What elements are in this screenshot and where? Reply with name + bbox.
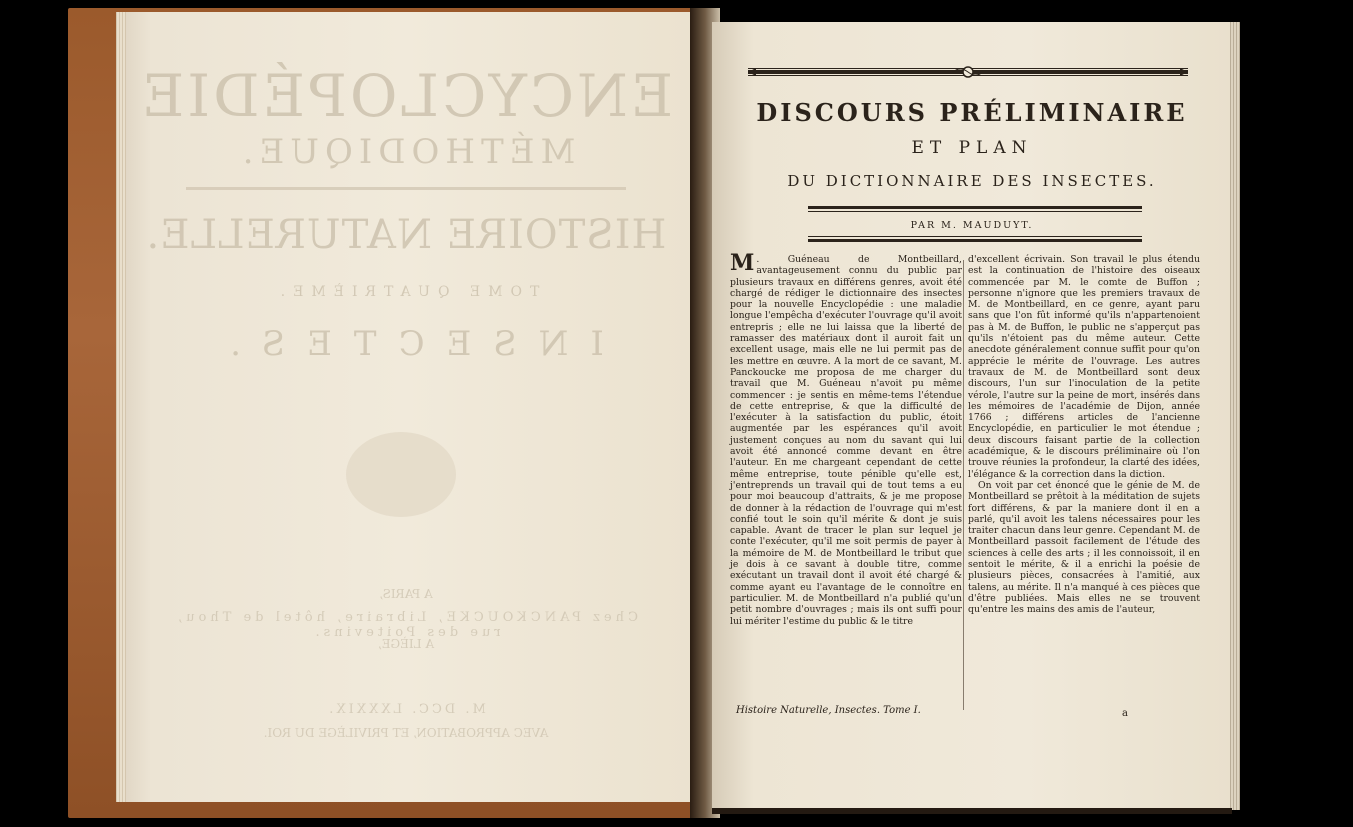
running-footer: Histoire Naturelle, Insectes. Tome I. bbox=[736, 705, 921, 716]
left-page bbox=[116, 12, 696, 802]
page-bottom-shadow bbox=[712, 808, 1232, 814]
ghost-title-line: HISTOIRE NATURELLE. bbox=[145, 212, 667, 258]
paragraph bbox=[730, 250, 962, 627]
right-page bbox=[712, 22, 1232, 810]
rule bbox=[808, 211, 1142, 212]
signature-mark: a bbox=[1122, 708, 1128, 719]
headband-ornament bbox=[748, 66, 1188, 78]
text-column-1 bbox=[730, 250, 962, 627]
left-page-edge bbox=[116, 12, 126, 802]
drop-cap: M bbox=[730, 250, 755, 276]
right-page-edge bbox=[1230, 22, 1240, 810]
page-subtitle: ET PLAN bbox=[911, 138, 1033, 158]
ghost-title-line: TOME QUATRIÈME. bbox=[272, 284, 540, 300]
text-column-2 bbox=[968, 254, 1200, 616]
ghost-imprint-line: A PARIS, bbox=[379, 587, 433, 601]
paragraph-text: . Guéneau de Montbeillard, avantageusement connu du public par plusieurs travaux en différens genres, avoit été chargé de rédiger le dictionnaire des insectes pour la nouvelle Encyclopédie : une maladie longue l'empêcha d'exécuter l'ouvrage qu'il avoit entrepris ; elle ne lui laissa que la liberté de ramasser des matériaux dont il auroit fait un excellent usage, mais elle ne lui permit pas de les mettre en œuvre. A la mort de ce savant, M. Panckoucke me proposa de me charger du travail que M. Guéneau n'avoit pu même commencer : je sentis en même-tems l'étendue de cette entreprise, & que la difficulté de l'exécuter à la satisfaction du public, étoit augmentée par les espérances qu'il avoit justement conçues au nom du savant qui lui avoit été annoncé comme devant en être l'auteur. En me chargeant cependant de cette même entreprise, toute pénible qu'elle est, j'entreprends un travail qui de tout tems a eu pour moi beaucoup d'attraits, & je me propose de donner à la rédaction de l'ouvrage qui m'est confié tout le soin qu'il mérite & dont je suis capable. Avant de tracer le plan sur lequel je conte l'exécuter, qu'il me soit permis de payer à la mémoire de M. de Montbeillard le tribut que je dois à ce savant à double titre, comme exécutant un travail dont il avoit été chargé & comme ayant eu l'avantage de le connoître en particulier. M. de Montbeillard n'a publié qu'un petit nombre d'ouvrages ; mais ils ont suffi pour lui mériter l'estime du public & le titre bbox=[730, 254, 962, 627]
ghost-imprint-line: A LIÈGE, bbox=[377, 637, 435, 651]
rule bbox=[808, 206, 1142, 209]
ghost-emblem bbox=[346, 432, 456, 517]
byline: PAR M. MAUDUYT. bbox=[910, 220, 1034, 231]
column-divider bbox=[963, 260, 964, 710]
ghost-imprint-line: Chez PANCKOUCKE, Libraire, hôtel de Thou, rue des Poitevins. bbox=[174, 610, 638, 640]
rule bbox=[808, 239, 1142, 242]
ghost-title-line: MÉTHODIQUE. bbox=[236, 132, 576, 172]
paragraph: d'excellent écrivain. Son travail le plus étendu est la continuation de l'histoire des oiseaux commencée par M. le comte de Buffon ; personne n'ignore que les premiers travaux de M. de Montbeillard, en ce genre, ayant paru sans que l'on fût informé qu'ils n'appartenoient pas à M. de Buffon, le public ne s'apperçut pas qu'ils n'étoient pas du même auteur. Cette anecdote généralement connue suffit pour qu'on apprécie le mérite de l'ouvrage. Les autres travaux de M. de Montbeillard sont deux discours, l'un sur l'inoculation de la petite vérole, l'autre sur la peine de mort, insérés dans les mémoires de l'académie de Dijon, année 1766 ; différens articles de l'ancienne Encyclopédie, en particulier le mot étendue ; deux discours faisant partie de la collection académique, & le discours préliminaire où l'on trouve réunies la profondeur, la clarté des idées, l'élégance & la correction dans la diction. bbox=[968, 254, 1200, 480]
ghost-imprint-line: AVEC APPROBATION, ET PRIVILÈGE DU ROI. bbox=[263, 726, 549, 740]
page-subtitle-2: DU DICTIONNAIRE DES INSECTES. bbox=[787, 172, 1157, 190]
ghost-rule bbox=[186, 187, 626, 190]
paragraph: On voit par cet énoncé que le génie de M. de Montbeillard se prêtoit à la méditation de sujets fort différens, & par la maniere dont il en a parlé, qu'il avoit les talens nécessaires pour les traiter chacun dans leur genre. Cependant M. de Montbeillard passoit facilement de l'étude des sciences à celle des arts ; il les connoissoit, il en sentoit le mérite, & il a enrichi la poésie de plusieurs pièces, consacrées à l'amitié, aux talens, au mérite. Il n'a manqué à ces pièces que d'être publiées. Mais elles ne se trouvent qu'entre les mains des amis de l'auteur, bbox=[968, 479, 1200, 616]
page-title: DISCOURS PRÉLIMINAIRE bbox=[756, 98, 1188, 127]
ghost-title-line: ENCYCLOPÉDIE bbox=[138, 62, 674, 130]
rule bbox=[808, 236, 1142, 237]
ghost-title-line: INSECTES. bbox=[208, 324, 604, 364]
ghost-imprint-line: M. DCC. LXXXIX. bbox=[326, 702, 486, 717]
